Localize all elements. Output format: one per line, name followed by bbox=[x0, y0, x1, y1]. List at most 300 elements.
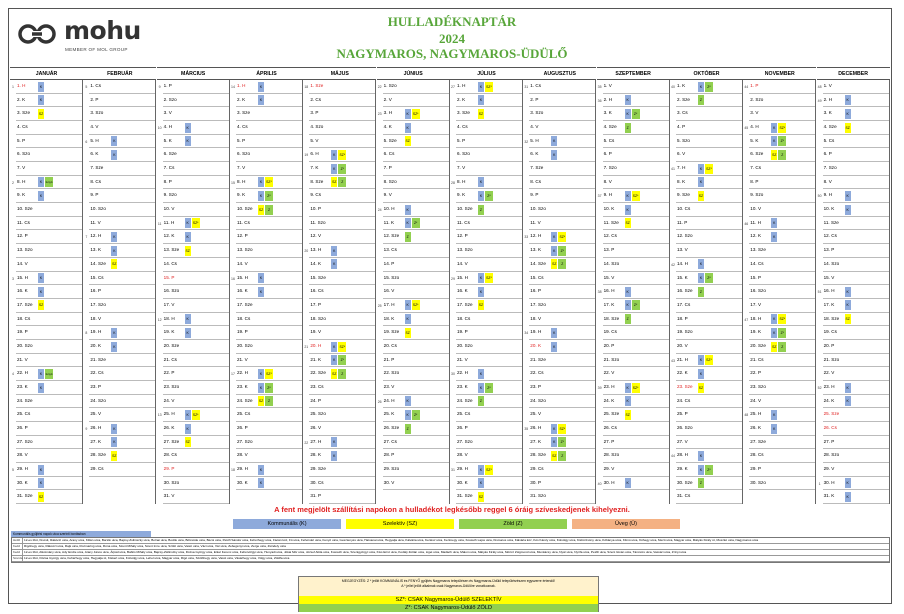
day-row bbox=[749, 121, 815, 135]
day-row bbox=[89, 367, 155, 381]
day-row bbox=[823, 408, 889, 422]
szelektiv-badge: SZ bbox=[625, 218, 631, 228]
day-label: 27. Sze bbox=[750, 438, 766, 444]
week-number: 41 bbox=[671, 167, 675, 172]
zold-badge: Z bbox=[265, 396, 273, 406]
day-row bbox=[529, 107, 595, 121]
day-label: 12. H bbox=[90, 233, 102, 239]
day-row bbox=[749, 436, 815, 450]
day-label: 29. P bbox=[750, 466, 762, 472]
day-row bbox=[16, 121, 82, 135]
kommunalis-badge: K bbox=[185, 136, 191, 146]
day-row bbox=[456, 340, 522, 354]
day-label: 4. P bbox=[676, 124, 686, 130]
day-label: 24. P bbox=[310, 397, 322, 403]
day-label: 31. P bbox=[310, 493, 322, 499]
day-row bbox=[16, 94, 82, 108]
day-label: 8. H bbox=[236, 178, 246, 184]
day-row bbox=[309, 244, 375, 258]
day-row bbox=[676, 449, 742, 463]
day-row bbox=[529, 94, 595, 108]
day-row bbox=[309, 80, 375, 94]
day-label: 21. Cs bbox=[163, 356, 177, 362]
day-row bbox=[603, 176, 669, 190]
day-label: 26. H bbox=[90, 425, 102, 430]
day-row bbox=[603, 258, 669, 272]
month-header: ÁPRILIS bbox=[230, 67, 303, 80]
kommunalis-badge: K bbox=[551, 150, 557, 160]
day-label: 20. Sze bbox=[750, 342, 766, 348]
month-body bbox=[450, 80, 523, 504]
week-number: 46 bbox=[744, 221, 749, 226]
day-row bbox=[823, 162, 889, 176]
zold-badge: Z* bbox=[265, 191, 273, 201]
day-label: 22. K bbox=[676, 370, 688, 376]
day-row bbox=[89, 381, 155, 395]
day-label: 4. V bbox=[530, 124, 539, 130]
day-label: 14. Sze bbox=[530, 260, 546, 266]
day-label: 9. K bbox=[17, 192, 26, 198]
day-row bbox=[676, 381, 742, 395]
week-number: 40 bbox=[597, 481, 602, 486]
day-row bbox=[529, 326, 595, 340]
day-row bbox=[236, 285, 302, 299]
day-label: 21. V bbox=[456, 356, 468, 362]
day-row bbox=[163, 176, 229, 190]
day-label: 13. V bbox=[676, 247, 688, 253]
zold-badge: Z* bbox=[632, 300, 640, 310]
zold-badge: Z* bbox=[778, 136, 786, 146]
day-row bbox=[16, 203, 82, 217]
day-label: 17. P bbox=[310, 301, 322, 307]
kommunalis-badge: K bbox=[258, 95, 264, 105]
day-label: 27. K bbox=[90, 438, 102, 444]
day-label: 1. Cs bbox=[90, 83, 102, 88]
week-number: 23 bbox=[377, 112, 382, 117]
day-label: 1. V bbox=[603, 83, 612, 88]
day-label: 11. Szo bbox=[310, 219, 326, 225]
day-row bbox=[16, 189, 82, 203]
day-label: 6. Cs bbox=[383, 151, 395, 157]
day-row bbox=[676, 107, 742, 121]
zold-badge: Z* bbox=[778, 328, 786, 338]
kommunalis-badge: K bbox=[478, 95, 484, 105]
day-row bbox=[89, 422, 155, 436]
day-label: 9. K bbox=[236, 192, 246, 198]
zold-badge: Z* bbox=[632, 109, 640, 119]
day-row bbox=[309, 176, 375, 190]
day-label: 17. H bbox=[383, 301, 395, 307]
day-label: 21. P bbox=[383, 356, 395, 362]
week-number: 22 bbox=[377, 85, 382, 89]
legend-uveg: Üveg (Ü) bbox=[572, 519, 680, 529]
area-row bbox=[12, 556, 889, 562]
day-label: 18. Cs bbox=[456, 315, 471, 321]
day-row bbox=[89, 395, 155, 409]
day-label: 29. Cs bbox=[530, 466, 544, 472]
day-row bbox=[529, 189, 595, 203]
day-label: 16. K bbox=[236, 288, 248, 294]
day-row bbox=[309, 203, 375, 217]
day-label: 24. H bbox=[383, 397, 395, 403]
kommunalis-badge: K bbox=[771, 424, 777, 434]
day-label: 2. P bbox=[90, 96, 99, 102]
day-row bbox=[89, 449, 155, 463]
month-column bbox=[230, 67, 303, 504]
brand-name: mohu bbox=[64, 16, 141, 45]
day-row bbox=[163, 463, 229, 477]
day-row bbox=[823, 381, 889, 395]
kommunalis-badge: K bbox=[551, 328, 557, 338]
day-label: 5. H bbox=[530, 137, 539, 143]
day-row bbox=[383, 436, 449, 450]
day-row bbox=[383, 107, 449, 121]
day-row bbox=[383, 422, 449, 436]
day-row bbox=[529, 490, 595, 504]
week-number: 24 bbox=[377, 208, 382, 213]
day-row bbox=[529, 176, 595, 190]
day-row bbox=[236, 477, 302, 491]
zold-badge: Z bbox=[478, 205, 484, 215]
day-label: 4. H bbox=[163, 124, 173, 130]
week-number: 30 bbox=[451, 372, 455, 377]
day-row bbox=[383, 381, 449, 395]
zold-badge: Z bbox=[338, 369, 346, 379]
day-label: 17. K bbox=[823, 301, 835, 307]
week-number: 40 bbox=[671, 85, 675, 89]
day-row bbox=[16, 230, 82, 244]
szelektiv-badge: SZ bbox=[38, 492, 44, 502]
zold-badge: Z* bbox=[705, 465, 713, 475]
day-row bbox=[456, 148, 522, 162]
day-row bbox=[16, 176, 82, 190]
kommunalis-badge: K bbox=[331, 437, 337, 447]
zold-badge: Z* bbox=[558, 437, 566, 447]
day-row bbox=[309, 299, 375, 313]
szelektiv-badge: SZ bbox=[771, 150, 777, 160]
day-row bbox=[383, 313, 449, 327]
day-row bbox=[309, 395, 375, 409]
kommunalis-badge: K bbox=[698, 259, 704, 269]
day-label: 4. Cs bbox=[236, 124, 248, 130]
day-label: 5. K bbox=[163, 137, 172, 143]
day-label: 18. V bbox=[530, 315, 542, 321]
day-row bbox=[749, 244, 815, 258]
day-row bbox=[383, 121, 449, 135]
day-label: 20. Szo bbox=[236, 342, 253, 348]
day-label: 15. H bbox=[236, 274, 248, 280]
day-row bbox=[456, 436, 522, 450]
day-row bbox=[603, 121, 669, 135]
week-number: 2 bbox=[12, 180, 14, 185]
day-label: 2. P bbox=[530, 96, 539, 102]
day-label: 24. K bbox=[603, 397, 615, 403]
day-row bbox=[89, 313, 155, 327]
day-row bbox=[749, 272, 815, 286]
day-row bbox=[529, 422, 595, 436]
day-label: 23. K bbox=[456, 383, 468, 389]
day-row bbox=[823, 258, 889, 272]
day-label: 8. K bbox=[676, 178, 686, 184]
legend-kommunalis: Kommunális (K) bbox=[233, 519, 341, 529]
kommunalis-badge: K bbox=[625, 287, 631, 297]
day-row bbox=[823, 395, 889, 409]
szelektiv-badge: SZ bbox=[38, 300, 44, 310]
day-label: 26. K bbox=[750, 425, 762, 430]
week-number: 48 bbox=[817, 85, 822, 89]
day-label: 15. K bbox=[676, 274, 688, 280]
day-row bbox=[529, 217, 595, 231]
month-header: JÚNIUS bbox=[377, 67, 450, 80]
street-areas-table bbox=[11, 537, 890, 563]
day-row bbox=[603, 367, 669, 381]
day-label: 18. Cs bbox=[236, 315, 251, 321]
kommunalis-badge: K bbox=[185, 123, 191, 133]
day-row bbox=[603, 422, 669, 436]
day-row bbox=[16, 449, 82, 463]
day-row bbox=[236, 189, 302, 203]
week-number: 17 bbox=[231, 372, 235, 377]
szelektiv-badge: SZ bbox=[405, 328, 411, 338]
szelektiv-badge: SZ bbox=[478, 300, 484, 310]
day-row bbox=[603, 340, 669, 354]
kommunalis-badge: K bbox=[258, 478, 264, 488]
week-number: 16 bbox=[231, 276, 235, 281]
day-label: 11. H bbox=[163, 219, 175, 225]
day-label: 28. K bbox=[310, 452, 322, 458]
day-row bbox=[749, 367, 815, 381]
kommunalis-badge: K bbox=[625, 383, 631, 393]
zold-badge: Z bbox=[778, 342, 786, 352]
month-column bbox=[83, 67, 156, 504]
zold-badge: Z* bbox=[338, 164, 346, 174]
day-label: 12. Cs bbox=[603, 233, 617, 239]
mohu-logo-icon bbox=[18, 20, 58, 48]
kommunalis-badge: K bbox=[771, 328, 777, 338]
kommunalis-badge: K bbox=[38, 191, 44, 201]
day-label: 19. Cs bbox=[823, 329, 837, 335]
kommunalis-badge: K bbox=[111, 342, 117, 352]
day-row bbox=[456, 176, 522, 190]
day-label: 19. P bbox=[17, 329, 28, 335]
day-label: 26. K bbox=[163, 425, 175, 430]
day-label: 3. Cs bbox=[676, 110, 688, 116]
zold-badge: Z bbox=[778, 150, 786, 160]
day-row bbox=[383, 162, 449, 176]
day-row bbox=[309, 477, 375, 491]
day-label: 19. P bbox=[456, 329, 468, 335]
day-label: 6. Szo bbox=[456, 151, 470, 157]
kommunalis-badge: K bbox=[38, 478, 44, 488]
day-label: 20. Szo bbox=[17, 342, 33, 348]
day-label: 12. Sze bbox=[383, 233, 400, 239]
day-label: 18. H bbox=[750, 315, 762, 321]
kommunalis-badge: K bbox=[405, 396, 411, 406]
day-label: 23. K bbox=[236, 383, 248, 389]
day-label: 25. H bbox=[750, 411, 762, 417]
kommunalis-badge: K bbox=[185, 232, 191, 242]
day-row bbox=[309, 326, 375, 340]
month-column bbox=[10, 67, 83, 504]
day-label: 15. V bbox=[603, 274, 615, 280]
week-number: 1 bbox=[12, 85, 14, 89]
day-row bbox=[823, 340, 889, 354]
week-number: 25 bbox=[377, 303, 382, 308]
day-label: 16. V bbox=[383, 288, 395, 294]
day-label: 21. Sze bbox=[530, 356, 546, 362]
month-header: MÁRCIUS bbox=[157, 67, 230, 80]
szelektiv-badge: SZ bbox=[111, 451, 117, 461]
day-label: 2. K bbox=[456, 96, 466, 102]
day-label: 17. K bbox=[603, 301, 615, 307]
kommunalis-badge: K bbox=[38, 273, 44, 283]
day-row bbox=[16, 80, 82, 94]
day-label: 18. Szo bbox=[310, 315, 326, 321]
day-label: 13. P bbox=[823, 247, 835, 253]
day-label: 26. P bbox=[236, 425, 248, 430]
day-row bbox=[236, 313, 302, 327]
month-header: AUGUSZTUS bbox=[523, 67, 596, 80]
week-number: 51 bbox=[817, 290, 822, 295]
day-row bbox=[456, 299, 522, 313]
zold-badge: Z bbox=[405, 232, 411, 242]
day-row bbox=[456, 285, 522, 299]
kommunalis-badge: K bbox=[845, 287, 851, 297]
day-row bbox=[676, 176, 742, 190]
day-row bbox=[823, 80, 889, 94]
day-row bbox=[603, 244, 669, 258]
day-label: 10. K bbox=[603, 206, 615, 212]
szelektiv-badge: SZ bbox=[698, 383, 704, 393]
day-row bbox=[163, 395, 229, 409]
day-label: 27. Szo bbox=[17, 438, 33, 444]
day-row bbox=[309, 217, 375, 231]
kommunalis-badge: K bbox=[258, 465, 264, 475]
week-number: 14 bbox=[231, 85, 235, 89]
week-number: 4 bbox=[12, 372, 14, 377]
day-row bbox=[89, 272, 155, 286]
day-label: 10. Szo bbox=[530, 206, 546, 212]
day-row bbox=[89, 436, 155, 450]
day-label: 25. Cs bbox=[456, 411, 471, 417]
kommunalis-badge: K bbox=[405, 218, 411, 228]
month-body bbox=[10, 80, 83, 504]
day-row bbox=[309, 381, 375, 395]
month-column bbox=[670, 67, 743, 504]
fenyo-badge: fenyő bbox=[45, 177, 53, 187]
day-label: 30. K bbox=[236, 479, 248, 485]
szelektiv-badge: SZ* bbox=[778, 314, 786, 324]
month-body bbox=[743, 80, 816, 504]
week-number: 42 bbox=[671, 262, 675, 267]
day-label: 8. H bbox=[17, 178, 26, 184]
kommunalis-badge: K bbox=[625, 478, 631, 488]
day-label: 8. Cs bbox=[530, 178, 542, 184]
day-row bbox=[309, 463, 375, 477]
kommunalis-badge: K bbox=[405, 314, 411, 324]
week-number: 44 bbox=[744, 85, 749, 89]
kommunalis-badge: K bbox=[111, 328, 117, 338]
day-label: 2. Szo bbox=[750, 96, 764, 102]
day-label: 13. K bbox=[90, 247, 102, 253]
week-number: 38 bbox=[597, 290, 602, 295]
fenyo-badge: fenyő bbox=[45, 369, 53, 379]
week-number: 45 bbox=[744, 126, 749, 131]
day-label: 22. Szo bbox=[383, 370, 400, 376]
month-column bbox=[523, 67, 596, 504]
day-label: 3. P bbox=[310, 110, 319, 116]
day-row bbox=[529, 162, 595, 176]
szelektiv-badge: SZ bbox=[845, 314, 851, 324]
zold-badge: Z bbox=[625, 314, 631, 324]
day-label: 17. Sze bbox=[236, 301, 253, 307]
day-label: 7. V bbox=[236, 165, 246, 171]
day-label: 14. Sze bbox=[90, 260, 106, 266]
day-label: 28. V bbox=[456, 452, 468, 458]
kommunalis-badge: K bbox=[625, 109, 631, 119]
day-label: 25. V bbox=[530, 411, 542, 417]
kommunalis-badge: K bbox=[405, 109, 411, 119]
day-label: 16. Szo bbox=[750, 288, 766, 294]
day-label: 4. K bbox=[383, 124, 392, 130]
day-row bbox=[236, 463, 302, 477]
day-label: 4. H bbox=[750, 124, 759, 130]
day-row bbox=[603, 203, 669, 217]
pickup-notice: A fent megjelölt szállítási napokon a hulladékot legkésőbb reggel 6 óráig szíveskedjenek kihelyezni. bbox=[274, 505, 630, 514]
day-row bbox=[163, 490, 229, 504]
day-row bbox=[163, 422, 229, 436]
day-row bbox=[603, 395, 669, 409]
kommunalis-badge: K bbox=[405, 300, 411, 310]
week-number: 9 bbox=[158, 85, 161, 89]
kommunalis-badge: K bbox=[551, 424, 557, 434]
zold-badge: Z bbox=[625, 123, 631, 133]
szelektiv-badge: SZ bbox=[478, 109, 484, 119]
day-label: 25. Cs bbox=[17, 411, 31, 417]
month-header: OKTÓBER bbox=[670, 67, 743, 80]
day-row bbox=[163, 272, 229, 286]
day-row bbox=[16, 395, 82, 409]
legend-zold: Zöld (Z) bbox=[459, 519, 567, 529]
page-year: 2024 bbox=[439, 31, 465, 46]
day-row bbox=[456, 313, 522, 327]
kommunalis-badge: K bbox=[478, 478, 484, 488]
day-row bbox=[749, 381, 815, 395]
day-label: 30. Szo bbox=[163, 479, 180, 485]
month-column bbox=[377, 67, 450, 504]
kommunalis-badge: K bbox=[185, 424, 191, 434]
day-label: 20. Szo bbox=[456, 342, 473, 348]
day-row bbox=[89, 107, 155, 121]
day-label: 27. V bbox=[676, 438, 688, 444]
szelektiv-badge: SZ* bbox=[485, 465, 493, 475]
day-label: 22. Sze bbox=[310, 370, 326, 376]
week-number: 10 bbox=[157, 126, 162, 131]
day-row bbox=[383, 230, 449, 244]
day-label: 23. Sze bbox=[676, 383, 693, 389]
day-label: 31. V bbox=[163, 493, 175, 499]
notes-szelektiv: SZ*: CSAK Nagymaros-Üdülő SZELEKTÍV bbox=[299, 596, 598, 604]
day-row bbox=[163, 313, 229, 327]
day-row bbox=[676, 490, 742, 504]
day-label: 23. Szo bbox=[750, 383, 766, 389]
day-row bbox=[676, 217, 742, 231]
day-label: 2. K bbox=[17, 96, 26, 102]
day-label: 3. V bbox=[750, 110, 759, 116]
day-row bbox=[676, 395, 742, 409]
day-row bbox=[383, 449, 449, 463]
month-column bbox=[597, 67, 670, 504]
